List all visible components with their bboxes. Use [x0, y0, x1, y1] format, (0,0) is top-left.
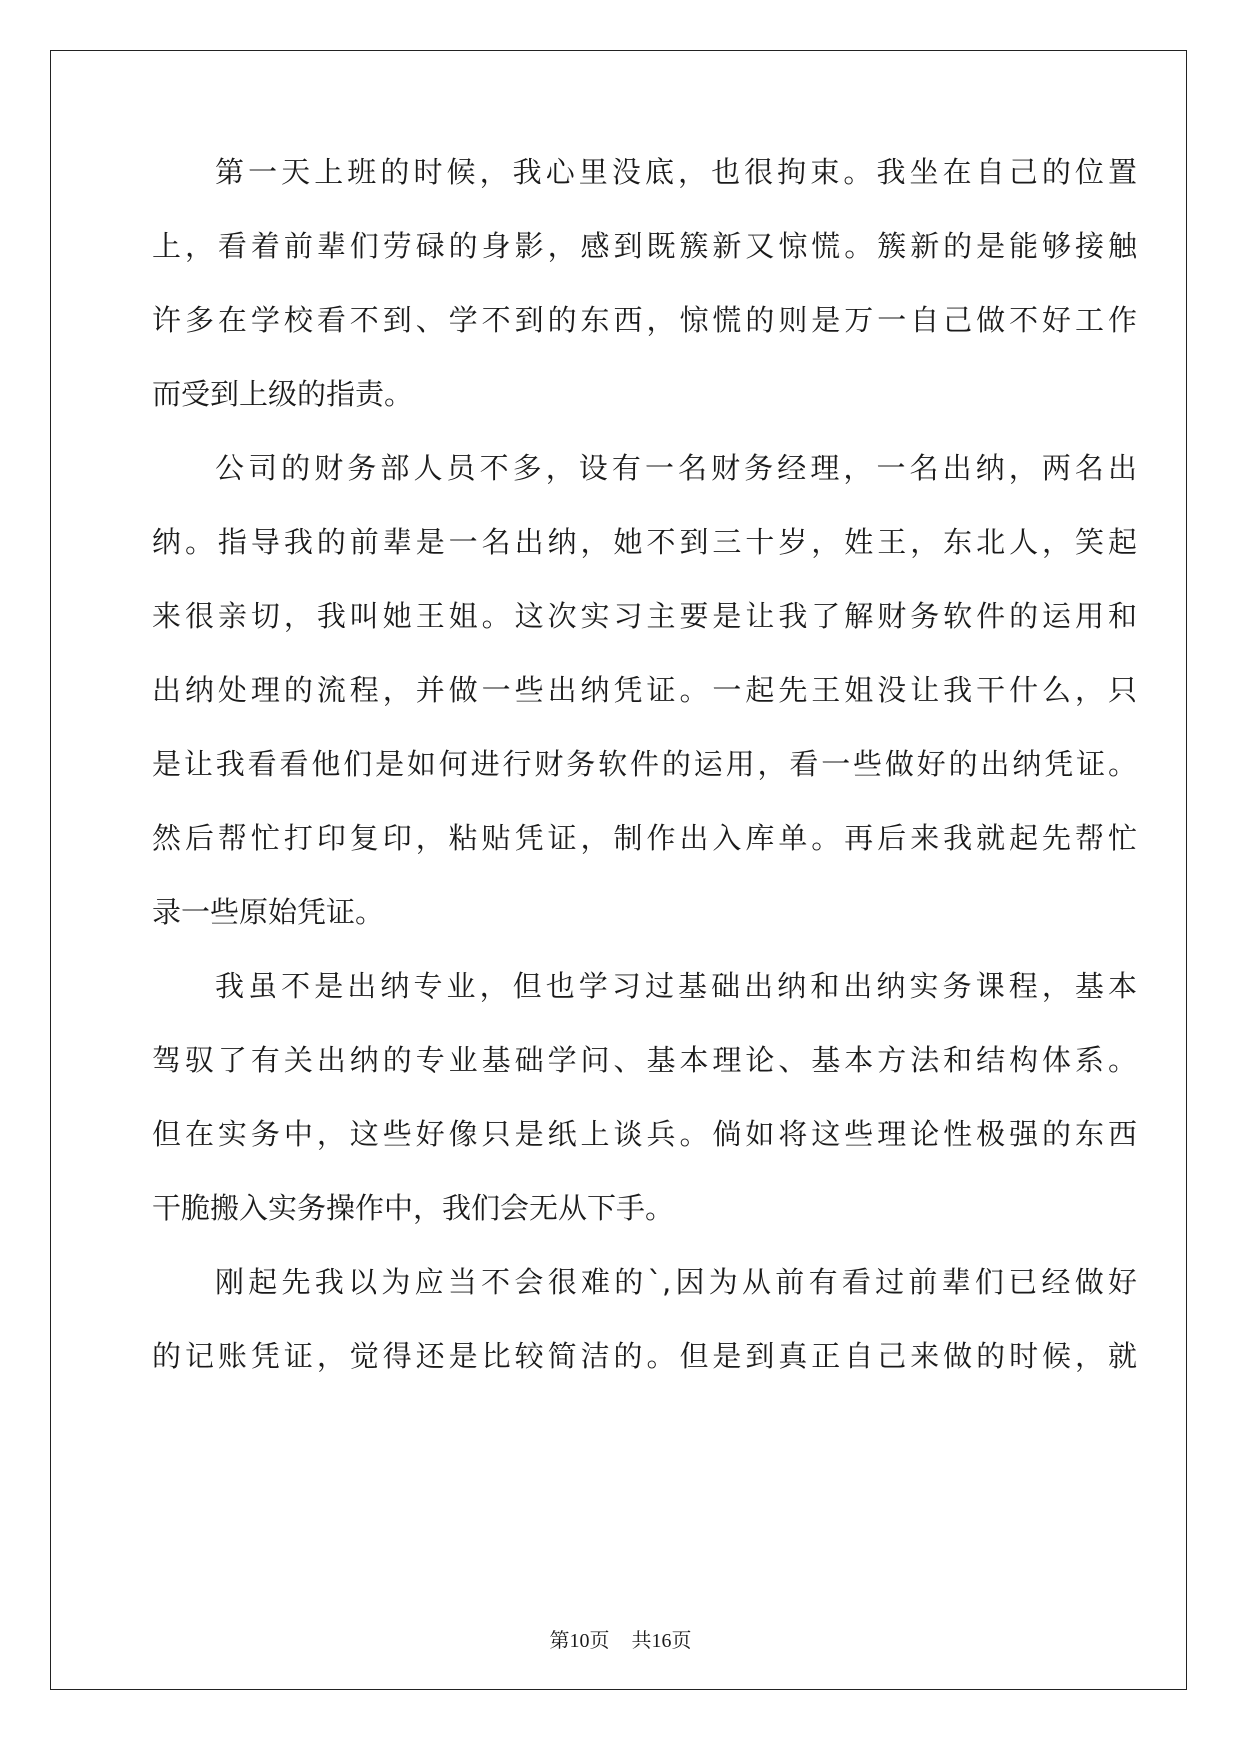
paragraph-1-line-3: 许多在学校看不到、学不到的东西，惊慌的则是万一自己做不好工作 — [152, 303, 1137, 337]
paragraph-1-line-4: 而受到上级的指责。 — [152, 377, 414, 411]
paragraph-2-line-5: 是让我看看他们是如何进行财务软件的运用，看一些做好的出纳凭证。 — [152, 747, 1137, 781]
paragraph-4-line-2: 的记账凭证，觉得还是比较简洁的。但是到真正自己来做的时候，就 — [152, 1339, 1137, 1373]
page-number: 第10页 — [549, 1630, 610, 1652]
paragraph-3-line-4: 干脆搬入实务操作中，我们会无从下手。 — [152, 1191, 675, 1225]
paragraph-3-line-2: 驾驭了有关出纳的专业基础学问、基本理论、基本方法和结构体系。 — [152, 1043, 1137, 1077]
paragraph-2-line-1: 公司的财务部人员不多，设有一名财务经理，一名出纳，两名出 — [215, 451, 1137, 485]
paragraph-2-line-3: 来很亲切，我叫她王姐。这次实习主要是让我了解财务软件的运用和 — [152, 599, 1137, 633]
paragraph-2-line-2: 纳。指导我的前辈是一名出纳，她不到三十岁，姓王，东北人，笑起 — [152, 525, 1137, 559]
paragraph-3-line-1: 我虽不是出纳专业，但也学习过基础出纳和出纳实务课程，基本 — [215, 969, 1137, 1003]
page-total: 共16页 — [631, 1630, 692, 1652]
paragraph-2-line-6: 然后帮忙打印复印，粘贴凭证，制作出入库单。再后来我就起先帮忙 — [152, 821, 1137, 855]
paragraph-1-line-1: 第一天上班的时候，我心里没底，也很拘束。我坐在自己的位置 — [215, 155, 1137, 189]
paragraph-1-line-2: 上，看着前辈们劳碌的身影，感到既簇新又惊慌。簇新的是能够接触 — [152, 229, 1137, 263]
paragraph-3-line-3: 但在实务中，这些好像只是纸上谈兵。倘如将这些理论性极强的东西 — [152, 1117, 1137, 1151]
paragraph-4-line-1: 刚起先我以为应当不会很难的`,因为从前有看过前辈们已经做好 — [215, 1265, 1137, 1299]
page-footer — [0, 1624, 1241, 1653]
paragraph-2-line-4: 出纳处理的流程，并做一些出纳凭证。一起先王姐没让我干什么，只 — [152, 673, 1137, 707]
paragraph-2-line-7: 录一些原始凭证。 — [152, 895, 385, 929]
